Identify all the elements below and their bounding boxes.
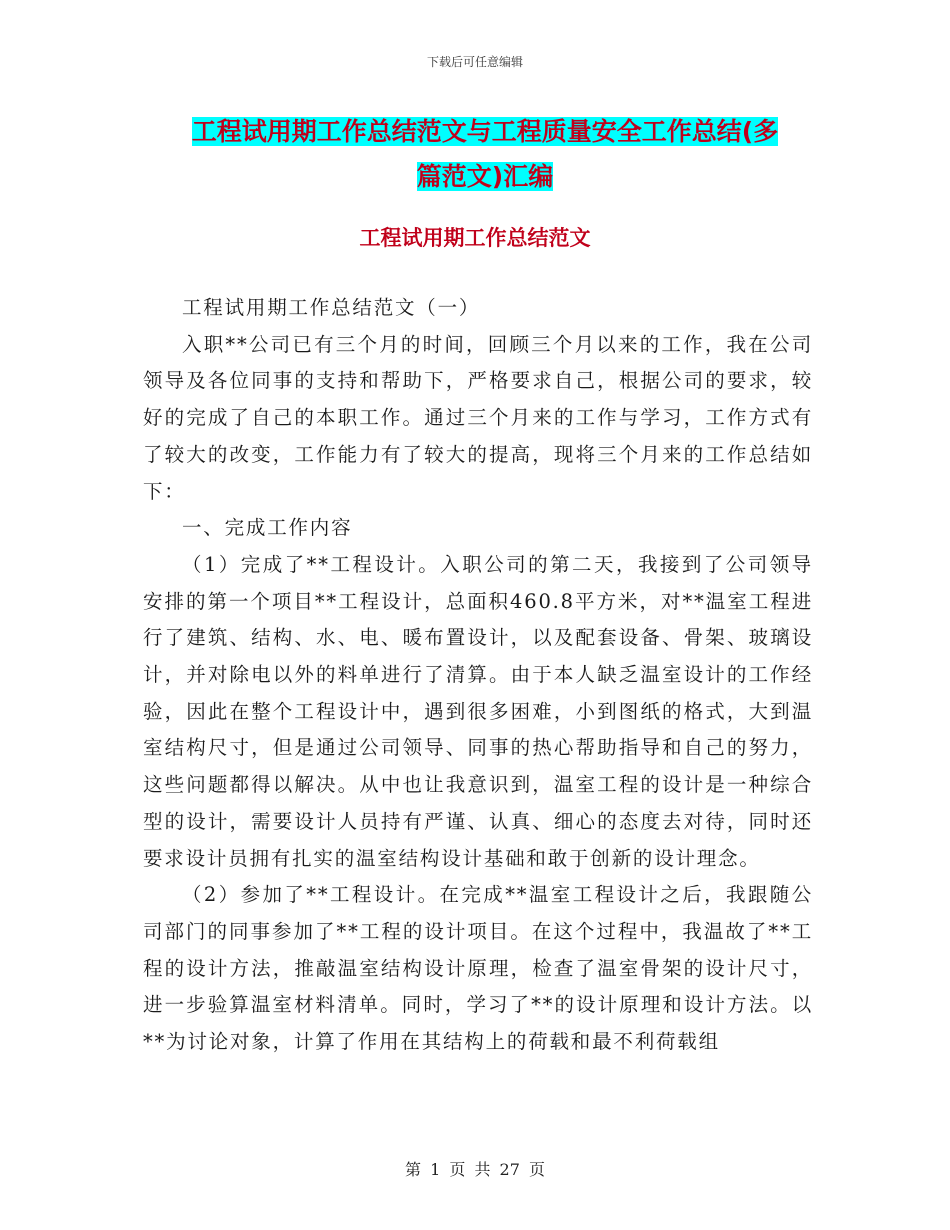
paragraph-item-1: （1）完成了**工程设计。入职公司的第二天，我接到了公司领导安排的第一个项目**工程设计，总面积460.8平方米，对**温室工程进行了建筑、结构、水、电、暖布置设计，以及配套设备、骨架、玻璃设计，并对除电以外的料单进行了清算。由于本人缺乏温室设计的工作经验，因此在整个工程设计中，遇到很多困难，小到图纸的格式，大到温室结构尺寸，但是通过公司领导、同事的热心帮助指导和自己的努力，这些问题都得以解决。从中也让我意识到，温室工程的设计是一种综合型的设计，需要设计人员持有严谨、认真、细心的态度去对待，同时还要求设计员拥有扎实的温室结构设计基础和敢于创新的设计理念。	[143, 552, 813, 870]
body-text	[143, 290, 813, 1061]
paragraph-item-2: （2）参加了**工程设计。在完成**温室工程设计之后，我跟随公司部门的同事参加了**工程的设计项目。在这个过程中，我温故了**工程的设计方法，推敲温室结构设计原理，检查了温室骨架的设计尺寸，进一步验算温室材料清单。同时，学习了**的设计原理和设计方法。以**为讨论对象，计算了作用在其结构上的荷载和最不利荷载组	[143, 883, 813, 1054]
paragraph-subtitle: 工程试用期工作总结范文（一）	[182, 296, 481, 319]
document-title-line-1: 工程试用期工作总结范文与工程质量安全工作总结(多	[191, 117, 779, 146]
document-title	[140, 109, 830, 199]
page-footer: 第 1 页 共 27 页	[405, 1160, 545, 1179]
paragraph-intro: 入职**公司已有三个月的时间，回顾三个月以来的工作，我在公司领导及各位同事的支持和帮助下，严格要求自己，根据公司的要求，较好的完成了自己的本职工作。通过三个月来的工作与学习，工作方式有了较大的改变，工作能力有了较大的提高，现将三个月来的工作总结如下：	[143, 332, 813, 503]
header-note: 下载后可任意编辑	[426, 55, 523, 69]
document-title-line-2: 篇范文)汇编	[416, 162, 554, 191]
section-title: 工程试用期工作总结范文	[359, 226, 591, 250]
paragraph-heading: 一、完成工作内容	[182, 516, 353, 540]
